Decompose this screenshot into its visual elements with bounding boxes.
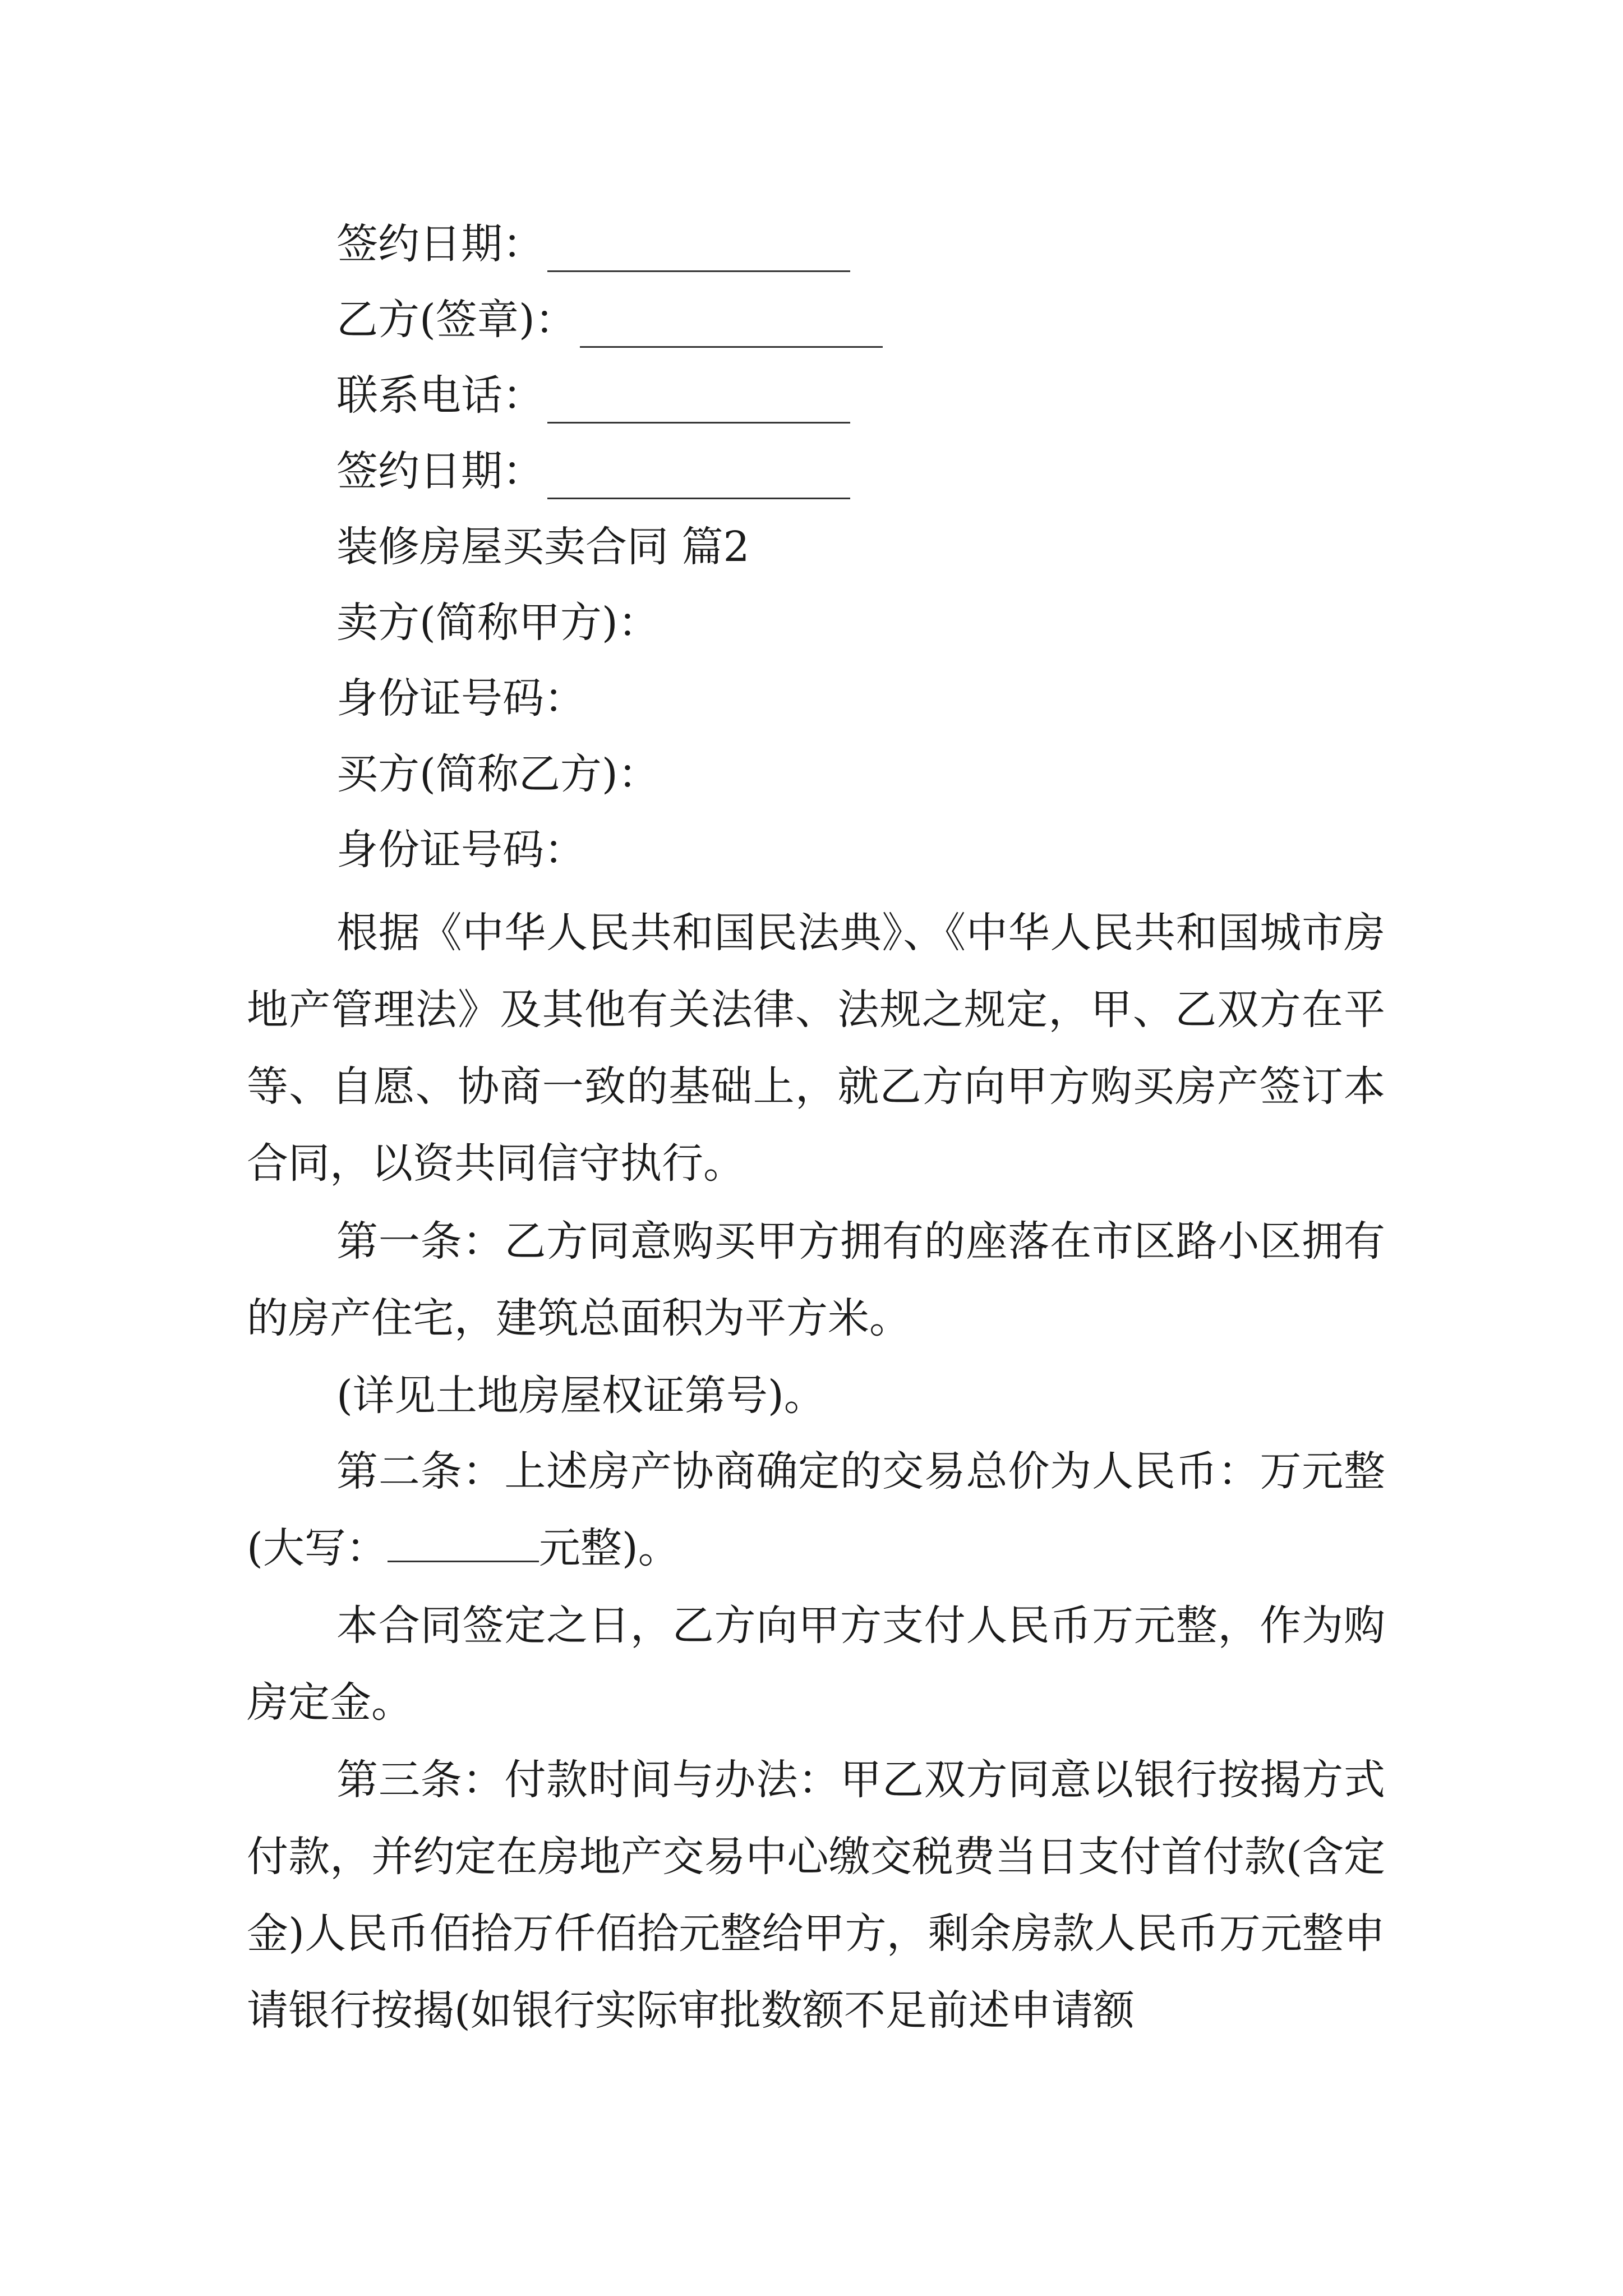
sign-date-blank (547, 237, 850, 272)
seller-id-label: 身份证号码： (336, 674, 585, 723)
section-heading: 装修房屋买卖合同 篇2 (336, 523, 750, 571)
sign-date-field-2 (336, 443, 850, 499)
article-2-text: 第二条：上述房产协商确定的交易总价为人民币：万元整(大写： (247, 1447, 1385, 1572)
phone-field (336, 367, 850, 424)
sign-date-blank (547, 464, 850, 499)
phone-blank (547, 388, 850, 424)
article-1-note: (详见土地房屋权证第号)。 (336, 1372, 826, 1420)
party-b-sign-label: 乙方(签章)： (336, 296, 577, 344)
amount-in-words-blank (388, 1528, 539, 1562)
sign-date-field-1 (336, 216, 850, 272)
sign-date-label: 签约日期： (336, 220, 544, 268)
phone-label: 联系电话： (336, 371, 544, 420)
deposit-paragraph: 本合同签定之日，乙方向甲方支付人民币万元整，作为购房定金。 (247, 1602, 1385, 1727)
party-b-sign-field (336, 292, 883, 348)
party-b-sign-blank (580, 312, 883, 348)
article-3-paragraph: 第三条：付款时间与办法：甲乙双方同意以银行按揭方式付款，并约定在房地产交易中心缴交税费当日支付首付款(含定金)人民币佰拾万仟佰拾元整给甲方，剩余房款人民币万元整申请银行按揭(如银行实际审批数额不足前述申请额 (247, 1756, 1385, 2035)
buyer-id-label: 身份证号码： (336, 826, 585, 874)
seller-label: 卖方(简称甲方)： (336, 599, 660, 647)
buyer-label: 买方(简称乙方)： (336, 750, 660, 798)
sign-date-label: 签约日期： (336, 447, 544, 495)
article-2-suffix: 元整)。 (538, 1524, 680, 1572)
article-2-paragraph (247, 1433, 1385, 1587)
article-1-paragraph: 第一条：乙方同意购买甲方拥有的座落在市区路小区拥有的房产住宅，建筑总面积为平方米。 (247, 1217, 1385, 1342)
intro-paragraph: 根据《中华人民共和国民法典》、《中华人民共和国城市房地产管理法》及其他有关法律、法规之规定，甲、乙双方在平等、自愿、协商一致的基础上，就乙方向甲方购买房产签订本合同，以资共同信守执行。 (247, 909, 1385, 1188)
